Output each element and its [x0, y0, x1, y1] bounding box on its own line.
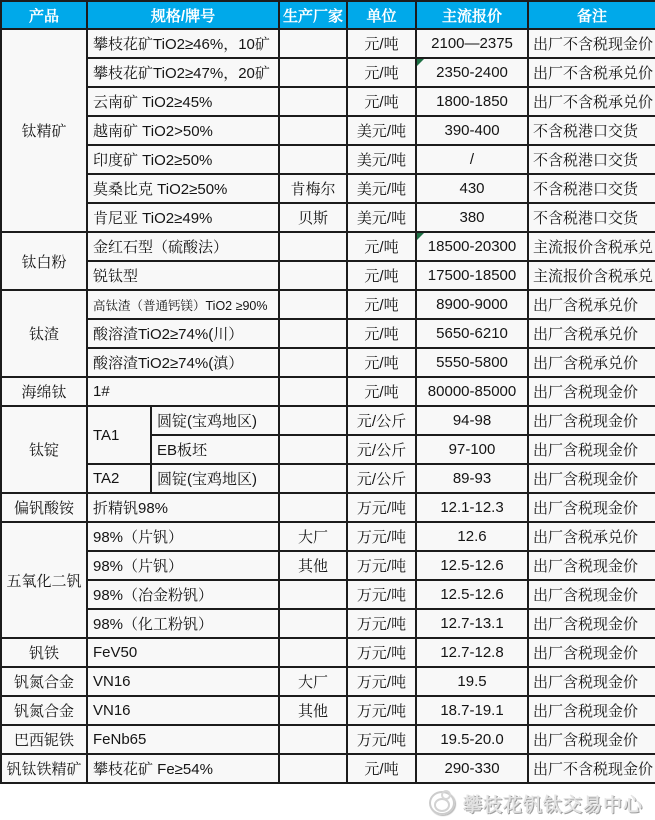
cell-unit: 美元/吨 [347, 145, 416, 174]
cell-spec: 云南矿 TiO2≥45% [87, 87, 279, 116]
cell-spec: 98%（化工粉钒） [87, 609, 279, 638]
table-row [1, 232, 655, 261]
table-row [1, 319, 655, 348]
table-row [1, 551, 655, 580]
cell-maker [279, 319, 347, 348]
cell-unit: 元/吨 [347, 754, 416, 783]
table-row [1, 696, 655, 725]
cell-unit: 万元/吨 [347, 725, 416, 754]
cell-maker [279, 29, 347, 58]
table-row [1, 290, 655, 319]
table-row [1, 754, 655, 783]
cell-note: 出厂含税现金价 [528, 667, 655, 696]
cell-note: 不含税港口交货 [528, 145, 655, 174]
cell-price: 17500-18500 [416, 261, 528, 290]
cell-price: 19.5-20.0 [416, 725, 528, 754]
cell-price: 12.1-12.3 [416, 493, 528, 522]
table-row [1, 522, 655, 551]
cell-maker: 贝斯 [279, 203, 347, 232]
watermark-logo-icon [429, 791, 455, 815]
cell-price: 5550-5800 [416, 348, 528, 377]
cell-price: 430 [416, 174, 528, 203]
cell-price: 2100—2375 [416, 29, 528, 58]
cell-unit: 万元/吨 [347, 609, 416, 638]
cell-spec: 1# [87, 377, 279, 406]
cell-unit: 元/吨 [347, 29, 416, 58]
cell-spec: 98%（片钒） [87, 522, 279, 551]
cell-note: 出厂不含税现金价 [528, 754, 655, 783]
cell-price: 1800-1850 [416, 87, 528, 116]
cell-unit: 元/公斤 [347, 464, 416, 493]
column-header: 产品 [1, 1, 87, 29]
cell-note: 出厂不含税承兑价 [528, 58, 655, 87]
cell-note: 出厂含税现金价 [528, 696, 655, 725]
cell-product: 巴西铌铁 [1, 725, 87, 754]
cell-maker: 大厂 [279, 667, 347, 696]
cell-price: 18.7-19.1 [416, 696, 528, 725]
cell-maker [279, 580, 347, 609]
cell-unit: 万元/吨 [347, 522, 416, 551]
table-row [1, 145, 655, 174]
cell-maker [279, 377, 347, 406]
cell-note: 不含税港口交货 [528, 116, 655, 145]
table-row [1, 667, 655, 696]
column-header: 主流报价 [416, 1, 528, 29]
cell-note: 出厂不含税现金价 [528, 29, 655, 58]
cell-spec: 折精钒98% [87, 493, 279, 522]
cell-spec: 高钛渣（普通钙镁）TiO2 ≥90% [87, 290, 279, 319]
cell-spec: 肯尼亚 TiO2≥49% [87, 203, 279, 232]
cell-product: 钛白粉 [1, 232, 87, 290]
cell-note: 出厂含税承兑价 [528, 522, 655, 551]
cell-maker [279, 87, 347, 116]
cell-spec: 98%（片钒） [87, 551, 279, 580]
cell-price: 19.5 [416, 667, 528, 696]
cell-note: 主流报价含税承兑 [528, 232, 655, 261]
table-header [1, 1, 655, 29]
cell-unit: 万元/吨 [347, 580, 416, 609]
cell-spec: 莫桑比克 TiO2≥50% [87, 174, 279, 203]
cell-maker [279, 638, 347, 667]
cell-spec: 攀枝花矿 Fe≥54% [87, 754, 279, 783]
table-row [1, 725, 655, 754]
cell-unit: 元/吨 [347, 87, 416, 116]
cell-price: 12.7-12.8 [416, 638, 528, 667]
cell-note: 出厂含税现金价 [528, 464, 655, 493]
excel-flag-icon [417, 59, 424, 66]
cell-note: 出厂含税现金价 [528, 406, 655, 435]
cell-price: 12.7-13.1 [416, 609, 528, 638]
cell-unit: 元/吨 [347, 377, 416, 406]
table-row [1, 580, 655, 609]
cell-price: 5650-6210 [416, 319, 528, 348]
cell-unit: 元/公斤 [347, 435, 416, 464]
cell-note: 出厂含税现金价 [528, 377, 655, 406]
cell-spec: 酸溶渣TiO2≥74%(滇） [87, 348, 279, 377]
cell-maker [279, 348, 347, 377]
column-header: 生产厂家 [279, 1, 347, 29]
watermark-text: 攀枝花钒钛交易中心 [462, 794, 643, 816]
cell-product: 海绵钛 [1, 377, 87, 406]
table-row [1, 377, 655, 406]
table-row [1, 174, 655, 203]
cell-product: 钒氮合金 [1, 667, 87, 696]
cell-maker [279, 290, 347, 319]
cell-note: 出厂含税现金价 [528, 609, 655, 638]
cell-maker [279, 406, 347, 435]
footer [0, 784, 655, 820]
cell-grade: TA1 [87, 406, 151, 464]
cell-product: 钒氮合金 [1, 696, 87, 725]
cell-spec: 印度矿 TiO2≥50% [87, 145, 279, 174]
cell-maker [279, 725, 347, 754]
cell-unit: 元/吨 [347, 232, 416, 261]
watermark [429, 790, 643, 817]
cell-maker [279, 609, 347, 638]
cell-unit: 美元/吨 [347, 174, 416, 203]
cell-maker [279, 116, 347, 145]
cell-maker: 大厂 [279, 522, 347, 551]
cell-maker [279, 435, 347, 464]
cell-note: 出厂含税现金价 [528, 435, 655, 464]
cell-price: 12.5-12.6 [416, 551, 528, 580]
cell-note: 出厂含税现金价 [528, 725, 655, 754]
column-header: 备注 [528, 1, 655, 29]
cell-note: 不含税港口交货 [528, 174, 655, 203]
cell-product: 钒钛铁精矿 [1, 754, 87, 783]
table-row [1, 609, 655, 638]
cell-price: 94-98 [416, 406, 528, 435]
cell-subspec: 圆锭(宝鸡地区) [151, 464, 279, 493]
table-body [1, 29, 655, 783]
table-row [1, 638, 655, 667]
cell-maker: 肯梅尔 [279, 174, 347, 203]
table-row [1, 348, 655, 377]
cell-unit: 元/吨 [347, 261, 416, 290]
cell-spec: 攀枝花矿TiO2≥46%，10矿 [87, 29, 279, 58]
cell-maker [279, 493, 347, 522]
column-header: 规格/牌号 [87, 1, 279, 29]
cell-unit: 万元/吨 [347, 667, 416, 696]
cell-spec: 98%（冶金粉钒） [87, 580, 279, 609]
cell-spec: VN16 [87, 696, 279, 725]
cell-grade: TA2 [87, 464, 151, 493]
cell-unit: 万元/吨 [347, 638, 416, 667]
table-row [1, 58, 655, 87]
cell-note: 出厂含税现金价 [528, 551, 655, 580]
cell-unit: 美元/吨 [347, 203, 416, 232]
cell-maker [279, 464, 347, 493]
cell-maker [279, 261, 347, 290]
table-row [1, 116, 655, 145]
cell-price: / [416, 145, 528, 174]
table-row [1, 29, 655, 58]
cell-note: 出厂不含税承兑价 [528, 87, 655, 116]
cell-spec: FeNb65 [87, 725, 279, 754]
cell-note: 出厂含税承兑价 [528, 319, 655, 348]
cell-spec: 锐钛型 [87, 261, 279, 290]
table-row [1, 406, 655, 435]
table-row [1, 203, 655, 232]
cell-spec: 越南矿 TiO2>50% [87, 116, 279, 145]
cell-subspec: 圆锭(宝鸡地区) [151, 406, 279, 435]
table-row [1, 87, 655, 116]
cell-price: 12.6 [416, 522, 528, 551]
table-row [1, 493, 655, 522]
cell-note: 不含税港口交货 [528, 203, 655, 232]
header-row [1, 1, 655, 29]
cell-unit: 元/吨 [347, 58, 416, 87]
cell-price: 97-100 [416, 435, 528, 464]
cell-price: 8900-9000 [416, 290, 528, 319]
cell-unit: 万元/吨 [347, 696, 416, 725]
cell-price: 80000-85000 [416, 377, 528, 406]
cell-unit: 元/吨 [347, 348, 416, 377]
cell-maker [279, 145, 347, 174]
cell-price: 290-330 [416, 754, 528, 783]
cell-product: 钛渣 [1, 290, 87, 377]
table-row [1, 261, 655, 290]
cell-unit: 元/吨 [347, 319, 416, 348]
cell-note: 主流报价含税承兑 [528, 261, 655, 290]
cell-price: 390-400 [416, 116, 528, 145]
cell-unit: 美元/吨 [347, 116, 416, 145]
cell-note: 出厂含税现金价 [528, 638, 655, 667]
cell-product: 偏钒酸铵 [1, 493, 87, 522]
cell-note: 出厂含税承兑价 [528, 290, 655, 319]
cell-spec: FeV50 [87, 638, 279, 667]
cell-price: 12.5-12.6 [416, 580, 528, 609]
cell-spec: 酸溶渣TiO2≥74%(川） [87, 319, 279, 348]
cell-maker [279, 58, 347, 87]
cell-price: 18500-20300 [416, 232, 528, 261]
cell-subspec: EB板坯 [151, 435, 279, 464]
cell-note: 出厂含税现金价 [528, 493, 655, 522]
excel-flag-icon [417, 233, 424, 240]
cell-product: 钛精矿 [1, 29, 87, 232]
cell-unit: 元/吨 [347, 290, 416, 319]
cell-price: 2350-2400 [416, 58, 528, 87]
cell-unit: 万元/吨 [347, 551, 416, 580]
cell-maker [279, 232, 347, 261]
cell-note: 出厂含税承兑价 [528, 348, 655, 377]
cell-maker [279, 754, 347, 783]
column-header: 单位 [347, 1, 416, 29]
cell-unit: 元/公斤 [347, 406, 416, 435]
cell-product: 钒铁 [1, 638, 87, 667]
cell-product: 钛锭 [1, 406, 87, 493]
cell-note: 出厂含税现金价 [528, 580, 655, 609]
cell-spec: 金红石型（硫酸法） [87, 232, 279, 261]
cell-maker: 其他 [279, 696, 347, 725]
cell-spec: 攀枝花矿TiO2≥47%，20矿 [87, 58, 279, 87]
cell-price: 89-93 [416, 464, 528, 493]
cell-spec: VN16 [87, 667, 279, 696]
cell-maker: 其他 [279, 551, 347, 580]
cell-price: 380 [416, 203, 528, 232]
cell-product: 五氧化二钒 [1, 522, 87, 638]
cell-unit: 万元/吨 [347, 493, 416, 522]
table-row [1, 464, 655, 493]
